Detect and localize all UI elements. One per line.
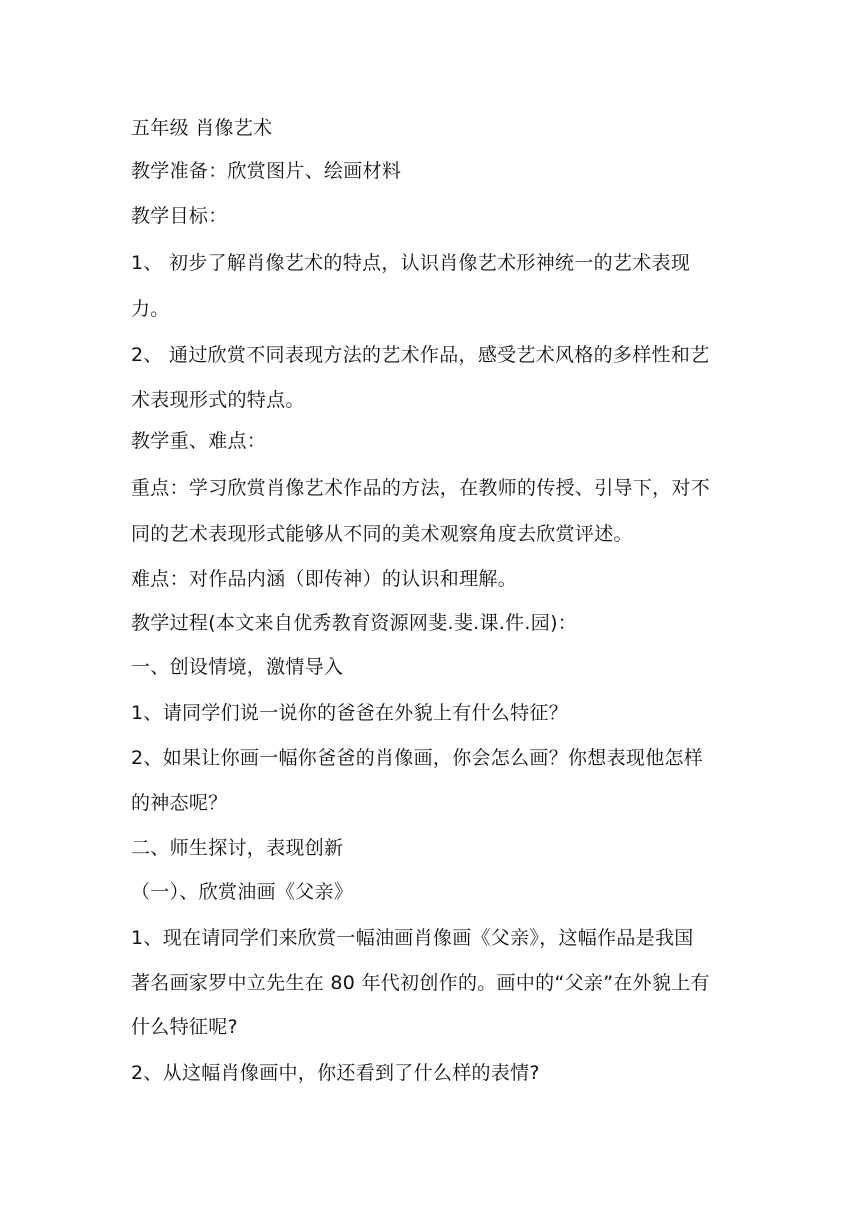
section-heading: 教学过程(本文来自优秀教育资源网斐.斐.课.件.园)： [131,612,578,634]
text-line: 2、如果让你画一幅你爸爸的肖像画，你会怎么画？你想表现他怎样 [131,747,704,769]
text-line: 1、请同学们说一说你的爸爸在外貌上有什么特征？ [131,702,568,724]
text-line: 力。 [131,298,170,320]
text-line: 教学准备：欣赏图片、绘画材料 [131,160,402,182]
text-line: 2、从这幅肖像画中，你还看到了什么样的表情? [131,1062,540,1084]
document-title: 五年级 肖像艺术 [131,117,273,139]
text-line: 什么特征呢? [131,1016,238,1038]
text-line: 1、 初步了解肖像艺术的特点，认识肖像艺术形神统一的艺术表现 [131,252,691,274]
section-heading: 二、师生探讨，表现创新 [131,837,344,859]
text-line: 难点：对作品内涵（即传神）的认识和理解。 [131,568,518,590]
text-line: 2、 通过欣赏不同表现方法的艺术作品，感受艺术风格的多样性和艺 [131,344,710,366]
text-line: 重点：学习欣赏肖像艺术作品的方法，在教师的传授、引导下，对不 [131,477,711,499]
text-line: 著名画家罗中立先生在 80 年代初创作的。画中的“父亲”在外貌上有 [131,972,710,994]
text-line: 术表现形式的特点。 [131,389,305,411]
section-heading: 教学重、难点： [131,430,267,452]
section-heading: 一、创设情境，激情导入 [131,656,344,678]
text-line: 的神态呢？ [131,792,228,814]
text-line: 同的艺术表现形式能够从不同的美术观察角度去欣赏评述。 [131,523,633,545]
section-heading: （一）、欣赏油画《父亲》 [131,881,354,903]
text-line: 1、现在请同学们来欣赏一幅油画肖像画《父亲》，这幅作品是我国 [131,927,694,949]
section-heading: 教学目标： [131,205,228,227]
